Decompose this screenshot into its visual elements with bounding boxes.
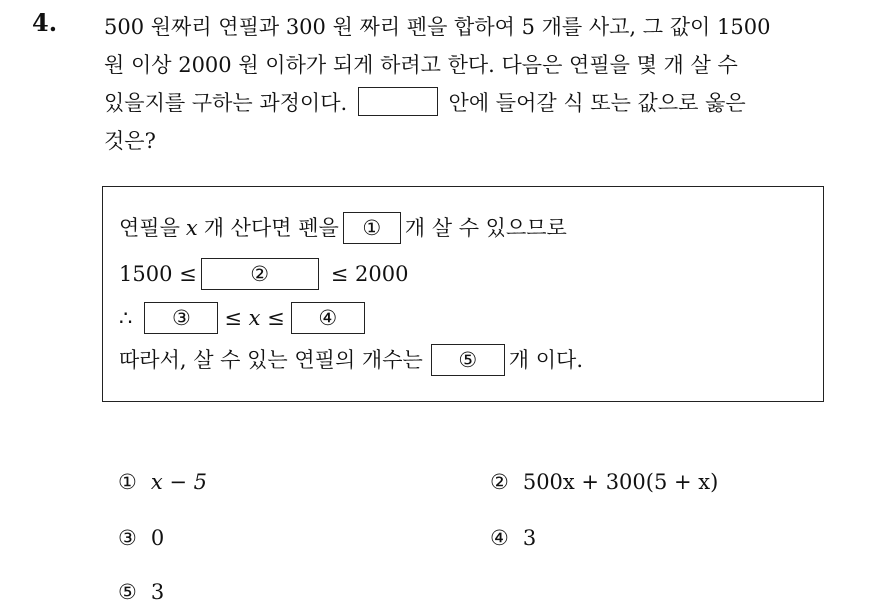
question-line-3-start: 있을지를 구하는 과정이다. (104, 91, 348, 115)
therefore-symbol: ∴ (119, 306, 133, 330)
box-line-1-text-a: 연필을 (119, 216, 180, 240)
box-line-2 (119, 255, 408, 293)
box-line-1-text-c: 개 살 수 있으므로 (404, 216, 567, 240)
blank-1: ① (343, 212, 401, 244)
solution-process-box (102, 186, 824, 402)
choice-5-mark: ⑤ (118, 580, 137, 604)
choice-4-value: 3 (522, 526, 537, 550)
choice-1-value: x − 5 (150, 470, 207, 494)
question-text (104, 8, 864, 160)
choice-5[interactable] (118, 580, 164, 604)
question-number: 4. (32, 8, 58, 37)
question-line-2: 원 이상 2000 원 이하가 되게 하려고 한다. 다음은 연필을 몇 개 살 수 (104, 53, 738, 77)
box-line-2-text-b: ≤ 2000 (330, 262, 409, 286)
box-line-4-text-b: 개 이다. (508, 348, 583, 372)
choice-2[interactable] (490, 470, 718, 494)
blank-3: ③ (144, 302, 218, 334)
choice-5-value: 3 (150, 580, 165, 604)
choice-4[interactable] (490, 526, 536, 550)
variable-x: x (185, 216, 198, 240)
choice-3-mark: ③ (118, 526, 137, 550)
box-line-4-text-a: 따라서, 살 수 있는 연필의 개수는 (119, 348, 423, 372)
blank-4: ④ (291, 302, 365, 334)
box-line-1 (119, 209, 567, 247)
blank-5: ⑤ (431, 344, 505, 376)
box-line-2-text-a: 1500 ≤ (119, 262, 197, 286)
blank-box-example (358, 87, 438, 116)
choice-2-mark: ② (490, 470, 509, 494)
box-line-3 (119, 299, 369, 337)
inequality-x: ≤ x ≤ (224, 306, 285, 330)
choice-2-value: 500x + 300(5 + x) (522, 470, 719, 494)
question-line-4: 것은? (104, 129, 156, 153)
box-line-1-text-b: 개 산다면 펜을 (203, 216, 339, 240)
question-line-1: 500 원짜리 연필과 300 원 짜리 펜을 합하여 5 개를 사고, 그 값이 1500 (104, 15, 771, 39)
question-line-3-end: 안에 들어갈 식 또는 값으로 옳은 (448, 91, 746, 115)
choice-3-value: 0 (150, 526, 165, 550)
choice-1[interactable] (118, 470, 207, 494)
box-line-4 (119, 341, 583, 379)
blank-2: ② (201, 258, 319, 290)
question-line-3 (104, 84, 864, 122)
choice-4-mark: ④ (490, 526, 509, 550)
choice-1-mark: ① (118, 470, 137, 494)
choice-3[interactable] (118, 526, 164, 550)
